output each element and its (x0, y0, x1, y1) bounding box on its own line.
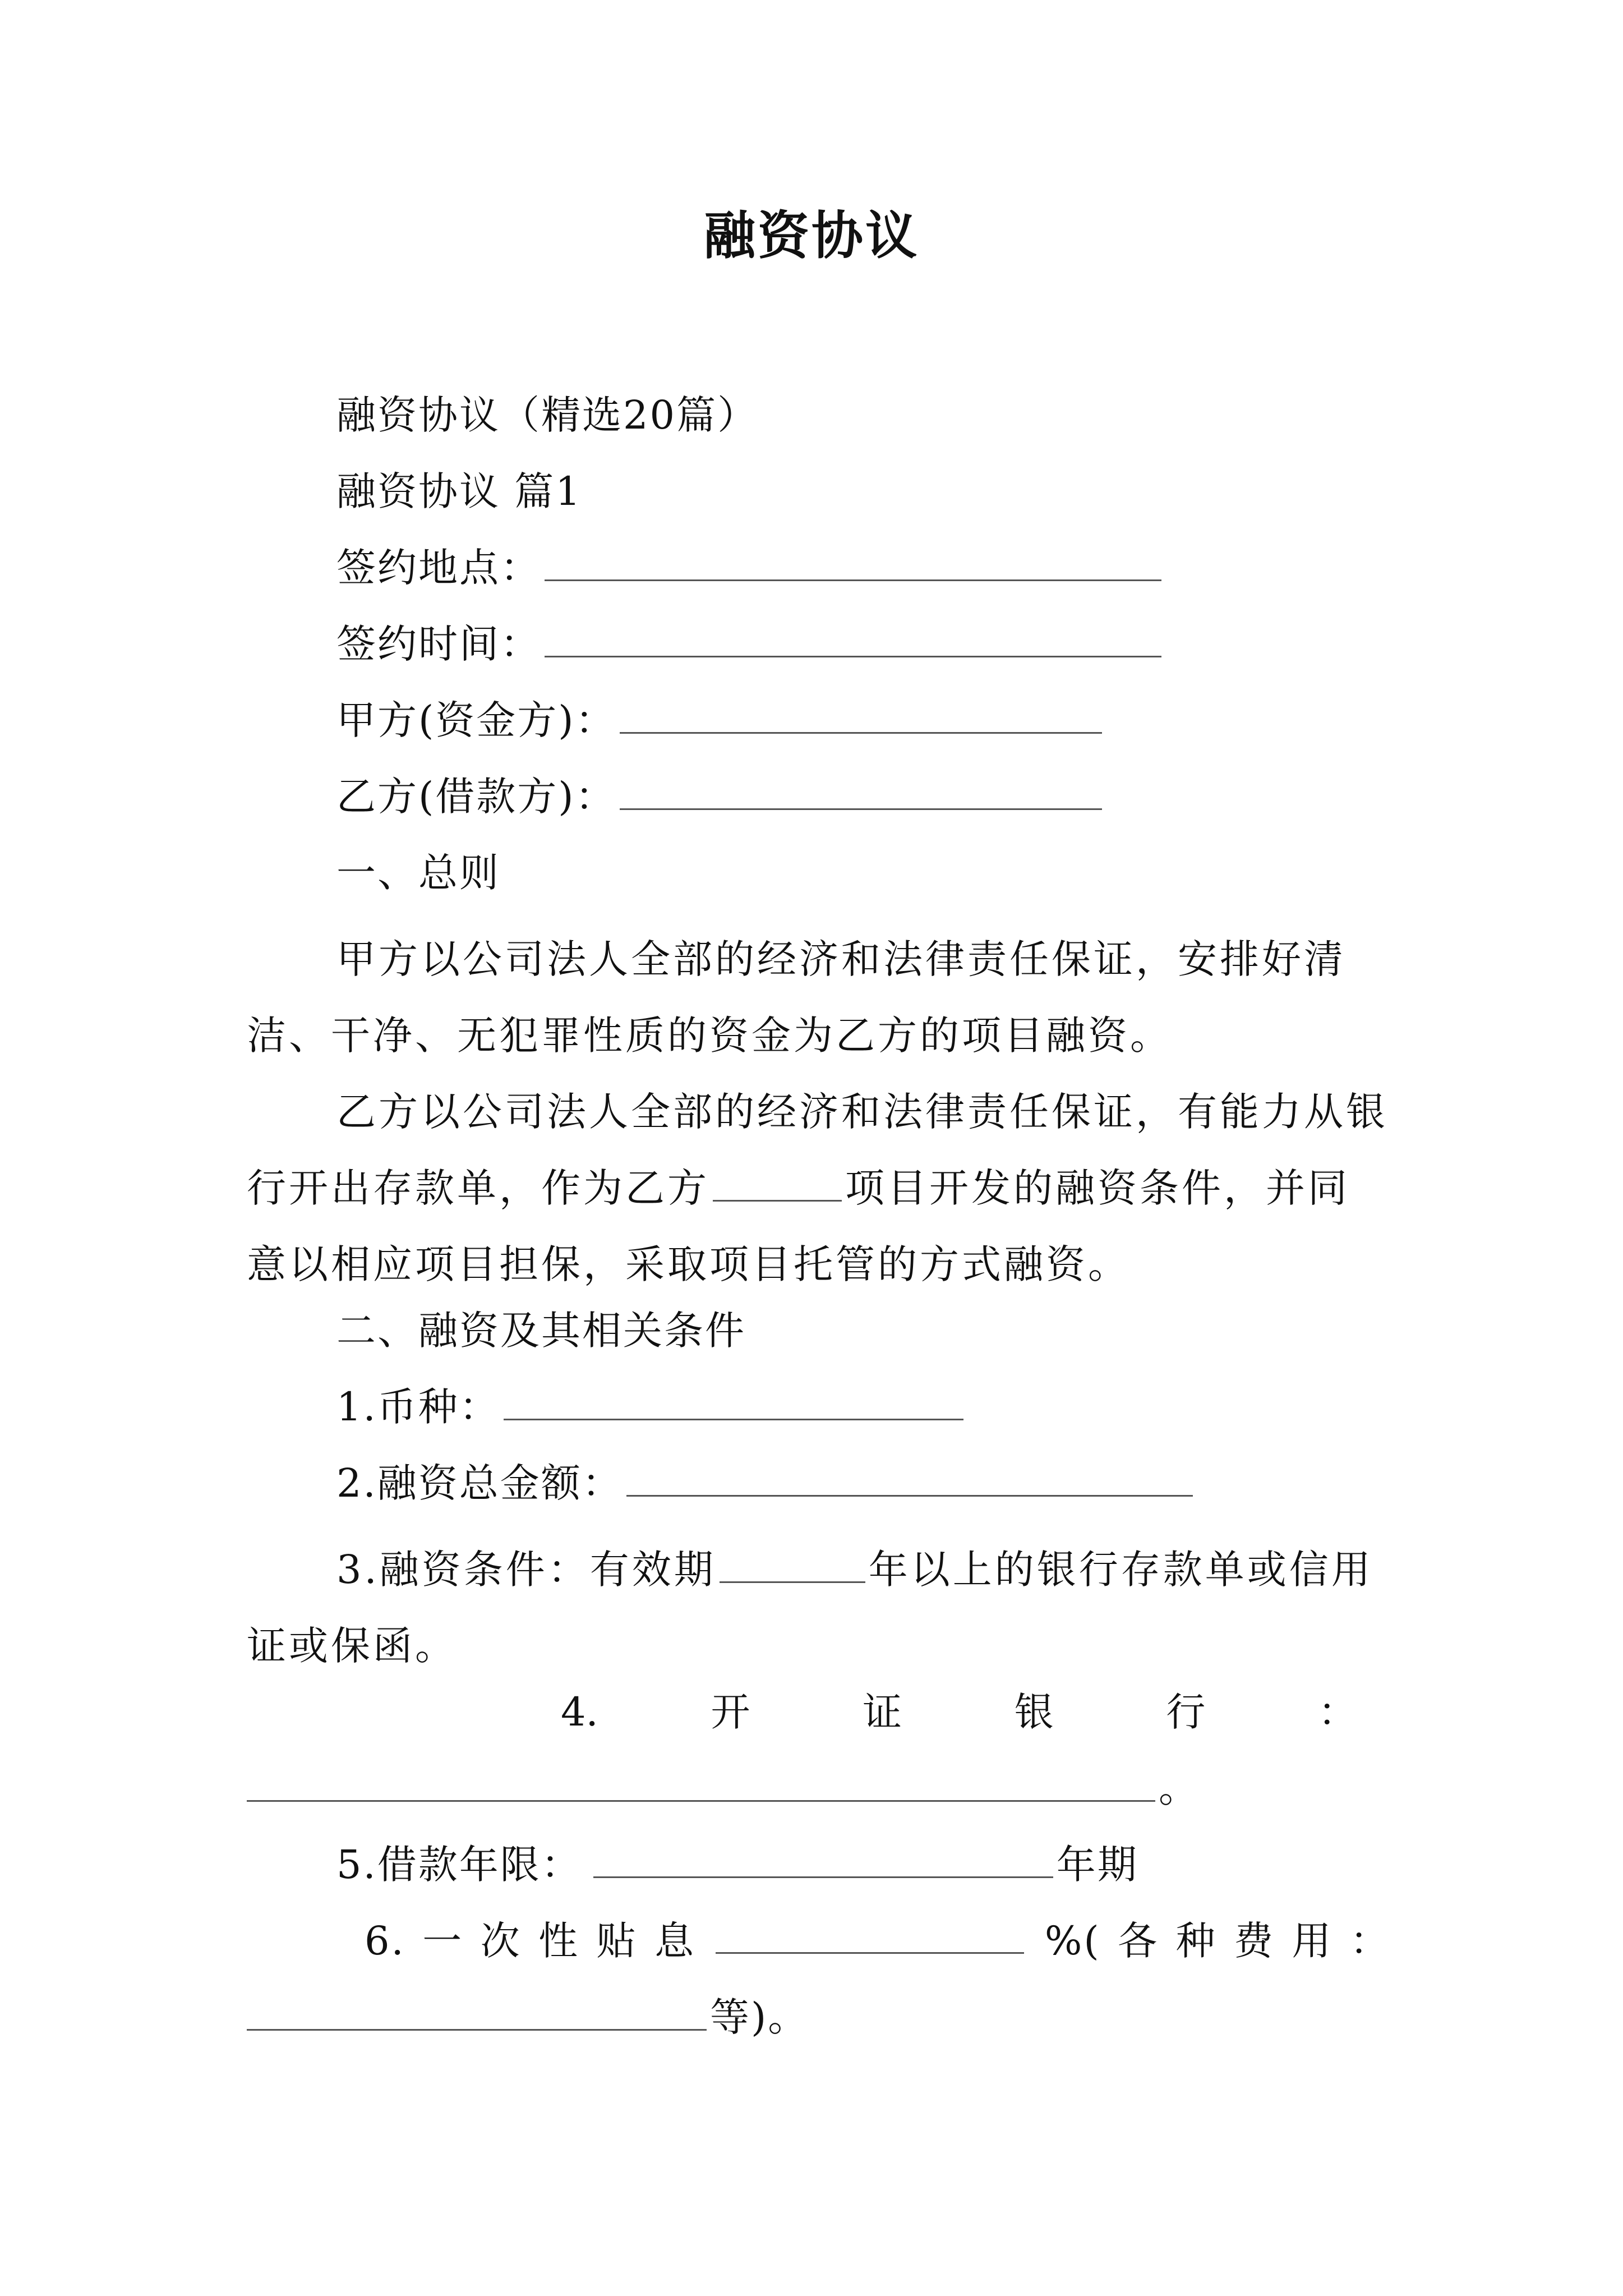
item6-mid-1: 各 (1118, 1918, 1159, 1964)
section1-heading: 一、总则 (336, 850, 500, 896)
item2-label: 2.融资总金额： (336, 1460, 623, 1506)
validity-years-blank[interactable] (720, 1542, 865, 1583)
document-subtitle: 融资协议（精选20篇） (336, 392, 759, 438)
item6-continuation (247, 1989, 809, 2045)
item6-part-3: 性 (538, 1918, 580, 1964)
item4-continuation (247, 1760, 1200, 1816)
item6-row (365, 1913, 1391, 1969)
item4-end: 。 (1159, 1765, 1200, 1811)
item4-part-1: 开 (711, 1689, 750, 1735)
item6-mid-4: 用 (1292, 1918, 1333, 1964)
article-heading: 融资协议 篇1 (336, 468, 582, 514)
section1-paragraph-2-part2: 项目开发的融资条件，并同意以相应项目担保，采取项目托管的方式融资。 (247, 1165, 1350, 1287)
item5-label: 5.借款年限： (336, 1842, 582, 1888)
item6-mid-0: %( (1044, 1918, 1101, 1964)
item4-part-2: 证 (863, 1689, 902, 1735)
item3-part1: 3.融资条件：有效期 (336, 1547, 716, 1593)
document-title: 融资协议 (703, 205, 919, 266)
project-name-blank[interactable] (713, 1161, 842, 1202)
sign-place-row (336, 540, 1165, 596)
interest-rate-blank[interactable] (716, 1913, 1024, 1954)
party-a-row (336, 692, 1105, 748)
item4-part-4: 行 (1166, 1689, 1206, 1735)
item4-part-3: 银 (1014, 1689, 1054, 1735)
section2-heading: 二、融资及其相关条件 (336, 1308, 746, 1354)
party-b-row (336, 769, 1105, 825)
item3-part2: 年以上的银行存款单或信用证或保函。 (247, 1547, 1373, 1669)
item6-end: 等)。 (710, 1994, 809, 2040)
party-b-label: 乙方(借款方)： (336, 774, 616, 820)
item6-part-4: 贴 (596, 1918, 638, 1964)
issuing-bank-blank[interactable] (247, 1761, 1155, 1802)
item6-part-5: 息 (654, 1918, 695, 1964)
item6-part-0: 6. (365, 1918, 405, 1964)
item2-row (336, 1455, 1196, 1511)
item6-mid-3: 费 (1234, 1918, 1275, 1964)
item5-row (336, 1837, 1138, 1893)
party-a-label: 甲方(资金方)： (336, 697, 616, 743)
fees-blank[interactable] (247, 1990, 707, 2031)
item4-part-0: 4. (561, 1689, 598, 1735)
item6-mid-2: 种 (1175, 1918, 1217, 1964)
section1-paragraph-1: 甲方以公司法人全部的经济和法律责任保证，安排好清洁、干净、无犯罪性质的资金为乙方的项目融资。 (247, 936, 1346, 1059)
item5-suffix: 年期 (1056, 1842, 1138, 1888)
loan-term-blank[interactable] (593, 1837, 1053, 1878)
item1-label: 1.币种： (336, 1384, 500, 1430)
item6-part-2: 次 (480, 1918, 522, 1964)
currency-blank[interactable] (504, 1379, 963, 1420)
item6-part-1: 一 (422, 1918, 464, 1964)
total-amount-blank[interactable] (626, 1456, 1193, 1497)
sign-time-row (336, 616, 1165, 672)
party-a-blank[interactable] (620, 693, 1102, 734)
section1-paragraph-2-part1: 乙方以公司法人全部的经济和法律责任保证，有能力从银行开出存款单，作为乙方 (247, 1089, 1388, 1211)
item3-paragraph (247, 1531, 1391, 1684)
item1-row (336, 1379, 967, 1435)
item6-mid-5: ： (1349, 1918, 1391, 1964)
sign-place-blank[interactable] (545, 540, 1161, 581)
item4-part-5: ： (1318, 1689, 1357, 1735)
section1-paragraph-2 (247, 1074, 1391, 1303)
sign-time-blank[interactable] (545, 616, 1161, 657)
party-b-blank[interactable] (620, 769, 1102, 810)
item4-row (561, 1684, 1357, 1740)
sign-place-label: 签约地点： (336, 545, 541, 591)
sign-time-label: 签约时间： (336, 621, 541, 667)
